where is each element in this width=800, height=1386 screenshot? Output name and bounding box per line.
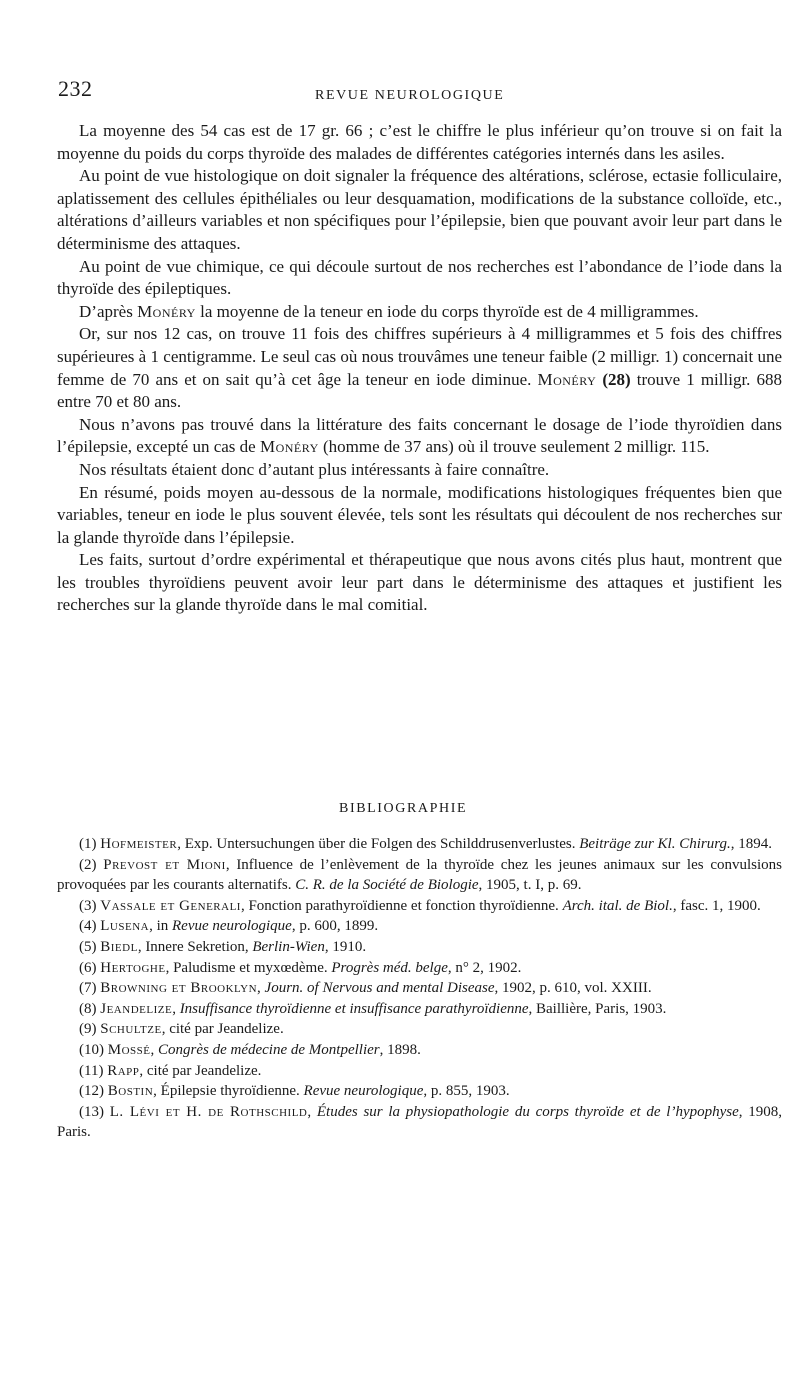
reference-tail: , 1898. — [379, 1041, 421, 1058]
reference-authors: Browning et Brooklyn — [100, 980, 258, 997]
reference-text: , cité par Jeandelize. — [161, 1021, 284, 1038]
reference-number: (28) — [596, 369, 637, 389]
reference-number: (13) — [79, 1103, 110, 1120]
reference-number: (3) — [79, 897, 101, 914]
reference-authors: Rapp — [107, 1062, 140, 1079]
bibliography-entry — [57, 958, 782, 979]
reference-authors: Prevost et Mioni — [103, 856, 226, 873]
reference-number: (10) — [79, 1041, 108, 1058]
paragraph-4 — [57, 301, 782, 324]
reference-authors: Bostin — [107, 1083, 154, 1100]
reference-tail: , 1902, p. 610, vol. XXIII. — [494, 980, 652, 997]
body-text — [57, 120, 782, 617]
page-number: 232 — [58, 76, 93, 101]
reference-number: (1) — [79, 836, 101, 852]
reference-source: Insuffisance thyroïdienne et insuffisance parathyroïdienne — [179, 1000, 529, 1017]
reference-tail: , n° 2, 1902. — [447, 959, 522, 976]
reference-number: (9) — [79, 1021, 101, 1038]
reference-text: , Paludisme et myxœdème. — [165, 959, 332, 976]
bibliography-entry — [57, 978, 782, 999]
reference-text: , Fonction parathyroïdienne et fonction thyroïdienne. — [240, 897, 563, 914]
author-name: Monéry — [259, 437, 319, 457]
bibliography-entry — [57, 1040, 782, 1061]
reference-source: Journ. of Nervous and mental Disease — [264, 980, 495, 997]
reference-tail: , p. 855, 1903. — [423, 1083, 510, 1100]
bibliography-entry — [57, 999, 782, 1020]
reference-number: (5) — [79, 938, 101, 955]
reference-text: , in — [149, 918, 173, 935]
reference-source: C. R. de la Société de Biologie — [295, 877, 479, 894]
reference-tail: , 1894. — [730, 836, 773, 852]
reference-text: , Exp. Untersuchungen über die Folgen des Schilddrusenverlustes. — [177, 836, 580, 852]
reference-source: Berlin-Wien — [252, 938, 325, 955]
author-name: Monéry — [137, 301, 196, 321]
bibliography-entry — [57, 937, 782, 958]
paragraph-9: Les faits, surtout d’ordre expérimental et thérapeutique que nous avons cités plus haut, montrent que les troubles thyroïdiens peuvent avoir leur part dans le déterminisme des attaques et justifient les recherches sur la glande thyroïde dans le mal comitial. — [57, 550, 782, 615]
paragraph-7: Nos résultats étaient donc d’autant plus intéressants à faire connaître. — [79, 459, 550, 479]
reference-authors: Schultze — [100, 1021, 162, 1038]
reference-number: (8) — [79, 1000, 101, 1017]
reference-tail: , 1905, t. I, p. 69. — [478, 877, 582, 894]
reference-number: (7) — [79, 980, 101, 997]
reference-tail: , 1910. — [324, 938, 367, 955]
text-run: la moyenne de la teneur en iode du corps thyroïde est de 4 milligrammes. — [195, 301, 699, 321]
reference-authors: Hertoghe — [100, 959, 166, 976]
reference-text: , cité par Jeandelize. — [139, 1062, 262, 1079]
bibliography-entry — [57, 896, 782, 917]
reference-authors: Biedl — [100, 938, 138, 955]
bibliography-entry — [57, 1102, 782, 1143]
bibliography-entry — [57, 1019, 782, 1040]
paragraph-6 — [57, 414, 782, 459]
reference-number: (6) — [79, 959, 101, 976]
reference-source: Revue neurologique — [172, 918, 292, 935]
paragraph-2: Au point de vue histologique on doit signaler la fréquence des altérations, sclérose, ectasie folliculaire, aplatissement des cellules épithéliales ou leur desquamation, modifications de la substance colloïde, etc., altérations d’ailleurs variables et non spécifiques pour l’épilepsie, bien que pouvant avoir leur part dans le déterminisme des attaques. — [57, 166, 782, 253]
reference-authors: Jeandelize — [100, 1000, 173, 1017]
reference-number: (2) — [79, 856, 104, 873]
bibliography-entry — [57, 855, 782, 896]
reference-text: , — [172, 1000, 180, 1017]
bibliography-entry — [57, 916, 782, 937]
reference-source: Progrès méd. belge — [331, 959, 448, 976]
reference-source: Beiträge zur Kl. Chirurg. — [579, 836, 731, 852]
reference-tail: , 1908, Paris. — [57, 1103, 783, 1141]
author-name: Monéry — [537, 369, 597, 389]
reference-text: , — [150, 1041, 158, 1058]
reference-authors: Vassale et Generali — [100, 897, 241, 914]
bibliography-entry — [57, 834, 782, 855]
reference-text: , — [257, 980, 265, 997]
text-run: Nous n’avons pas trouvé dans la littérature des faits concernant le dosage de l’iode thyroïdien dans l’épilepsie, excepté un cas de — [57, 414, 782, 457]
reference-number: (12) — [79, 1083, 108, 1100]
running-head: REVUE NEUROLOGIQUE — [315, 88, 505, 103]
bibliography-entry — [57, 1061, 782, 1082]
bibliography-entry — [57, 1081, 782, 1102]
text-run: D’après — [79, 301, 138, 321]
reference-number: (4) — [79, 918, 101, 935]
reference-number: (11) — [79, 1062, 108, 1079]
reference-authors: L. Lévi et H. de Rothschild — [109, 1103, 308, 1120]
paragraph-8: En résumé, poids moyen au-dessous de la normale, modifications histologiques fréquentes bien que variables, teneur en iode le plus souvent élevée, tels sont les résultats qui découlent de nos recherches sur la glande thyroïde dans l’épilepsie. — [57, 482, 782, 547]
reference-tail: , fasc. 1, 1900. — [672, 897, 761, 914]
reference-source: Arch. ital. de Biol. — [562, 897, 673, 914]
text-run: (homme de 37 ans) où il trouve seulement 2 milligr. 115. — [318, 437, 710, 457]
paragraph-1: La moyenne des 54 cas est de 17 gr. 66 ; c’est le chiffre le plus inférieur qu’on trouve si on fait la moyenne du poids du corps thyroïde des malades de différentes catégories internés dans les asiles. — [57, 121, 782, 163]
reference-source: Études sur la physiopathologie du corps thyroïde et de l’hypophyse — [316, 1103, 739, 1120]
reference-authors: Mossé — [107, 1041, 151, 1058]
paragraph-3: Au point de vue chimique, ce qui découle surtout de nos recherches est l’abondance de l’iode dans la thyroïde des épileptiques. — [57, 256, 782, 299]
reference-authors: Lusena — [100, 918, 150, 935]
reference-text: , Innere Sekretion, — [137, 938, 253, 955]
reference-authors: Hofmeister — [100, 836, 178, 852]
reference-source: Revue neurologique — [303, 1083, 424, 1100]
paragraph-5 — [57, 323, 782, 413]
reference-source: Congrès de médecine de Montpellier — [158, 1041, 380, 1058]
text-run: Or, sur nos 12 cas, on trouve 11 fois des chiffres supérieurs à 4 milligrammes et 5 fois des chiffres supérieures à 1 centigramme. Le seul cas où nous trouvâmes une teneur faible (2 milligr. 1) concernait une femme de 70 ans et on sait qu’à cet âge la teneur en iode diminue. — [57, 324, 782, 389]
text-run: trouve 1 milligr. 688 entre 70 et 80 ans. — [57, 369, 782, 412]
reference-tail: , p. 600, 1899. — [291, 918, 379, 935]
reference-tail: , Baillière, Paris, 1903. — [528, 1000, 667, 1017]
reference-text: , Influence de l’enlèvement de la thyroïde chez les jeunes animaux sur les convulsions provoquées par les courants alternatifs. — [57, 856, 782, 894]
reference-text: , Épilepsie thyroïdienne. — [153, 1083, 304, 1100]
bibliography-list — [57, 834, 782, 1143]
reference-text: , — [307, 1103, 317, 1120]
bibliography-title: BIBLIOGRAPHIE — [339, 801, 468, 816]
